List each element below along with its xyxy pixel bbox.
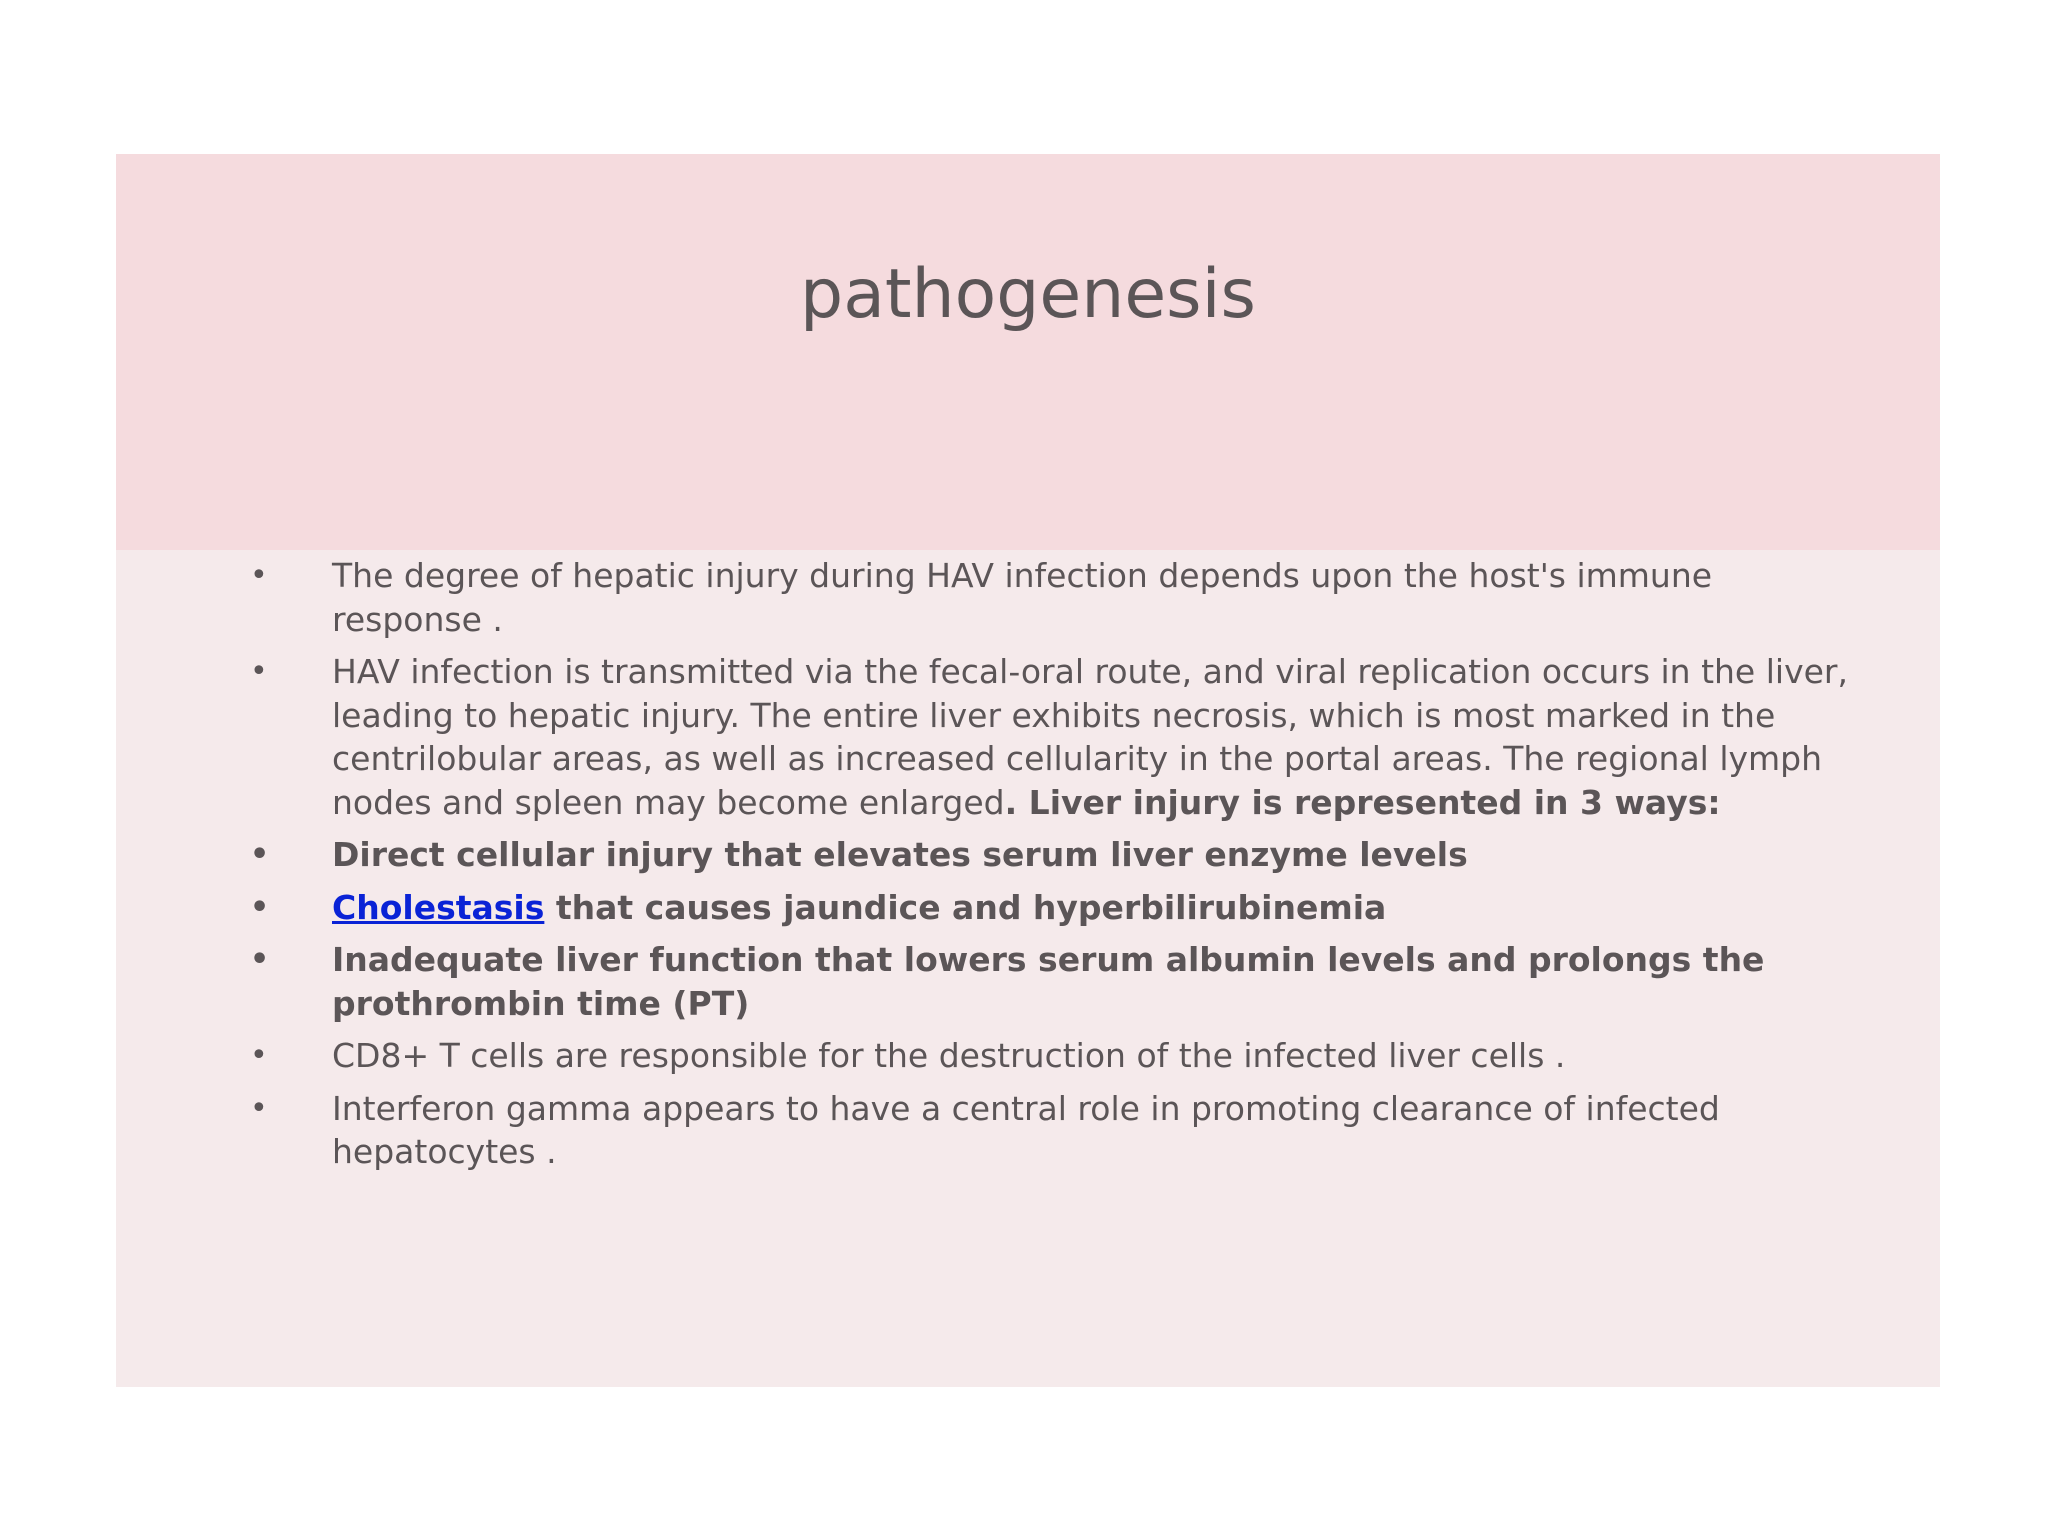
bullet-text: Direct cellular injury that elevates serum liver enzyme levels <box>332 835 1468 874</box>
bullet-icon: • <box>250 1038 268 1073</box>
title-band <box>116 154 1940 550</box>
bullet-item-immune-response <box>116 554 1940 641</box>
bullet-text: Interferon gamma appears to have a central role in promoting clearance of infected hepatocytes . <box>332 1088 1720 1171</box>
bullet-item-liver-function <box>116 938 1940 1025</box>
bullet-text: CD8+ T cells are responsible for the destruction of the infected liver cells . <box>332 1036 1566 1075</box>
bullet-item-cd8-cells <box>116 1034 1940 1078</box>
bullet-icon: • <box>250 837 270 872</box>
bullet-text: that causes jaundice and hyperbilirubinemia <box>544 887 1387 927</box>
bullet-item-interferon <box>116 1087 1940 1174</box>
bullet-item-direct-injury <box>116 833 1940 877</box>
bullet-text: Inadequate liver function that lowers serum albumin levels and prolongs the prothrombin time (PT) <box>332 940 1765 1023</box>
bullet-icon: • <box>250 558 268 593</box>
bullet-list <box>116 554 1940 1183</box>
cholestasis-link[interactable]: Cholestasis <box>332 887 545 927</box>
bullet-icon: • <box>250 1090 268 1126</box>
slide <box>116 154 1940 1387</box>
bullet-icon: • <box>250 654 268 689</box>
bullet-item-cholestasis <box>116 886 1940 930</box>
bullet-text: The degree of hepatic injury during HAV infection depends upon the host's immune response . <box>332 556 1713 639</box>
bullet-text: HAV infection is transmitted via the fecal-oral route, and viral replication occurs in the liver, leading to hepatic injury. The entire liver exhibits necrosis, which is most marked in the centrilobular areas, as well as increased cellularity in the portal areas. The regional lymph nodes and spleen may become enlarged <box>332 652 1848 822</box>
slide-title: pathogenesis <box>800 255 1256 334</box>
bullet-icon: • <box>250 889 270 925</box>
bullet-bold-text: . Liver injury is represented in 3 ways: <box>1004 782 1721 822</box>
bullet-icon: • <box>250 942 270 977</box>
bullet-item-transmission <box>116 650 1940 824</box>
